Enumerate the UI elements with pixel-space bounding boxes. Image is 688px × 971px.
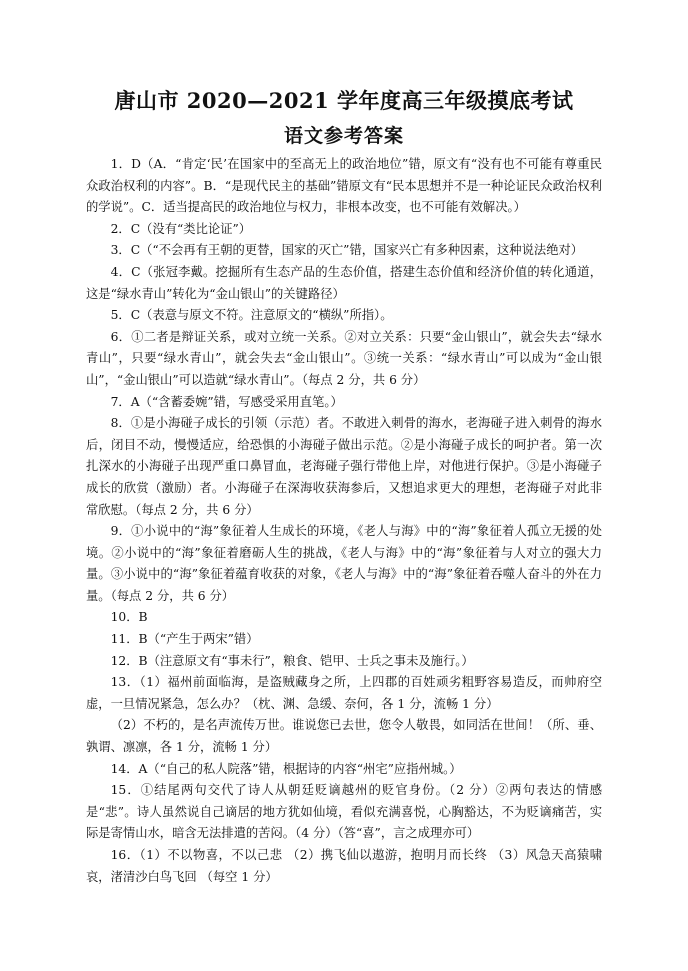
answer-item-6: 6．①二者是辩证关系，或对立统一关系。②对立关系：只要“金山银山”，就会失去“绿水青山”，只要“绿水青山”，就会失去“金山银山”。③统一关系：“绿水青山”可以成为“金山银山”，“金山银山”可以造就“绿水青山”。（每点 2 分，共 6 分） <box>86 329 602 387</box>
answer-item-13-part-2: （2）不朽的，是名声流传万世。谁说您已去世，您令人敬畏，如同活在世间！（所、垂、孰谓、凛凛，各 1 分，流畅 1 分） <box>86 718 602 755</box>
page-subtitle: 语文参考答案 <box>283 125 404 147</box>
answer-item-4: 4．C（张冠李戴。挖掘所有生态产品的生态价值，搭建生态价值和经济价值的转化通道，这是“绿水青山”转化为“金山银山”的关键路径） <box>86 264 602 301</box>
answer-list <box>86 154 602 888</box>
answer-item-5: 5．C（表意与原文不符。注意原文的“横纵”所指）。 <box>110 308 393 323</box>
answer-item-3: 3．C（“不会再有王朝的更替，国家的灭亡”错，国家兴亡有多种因素，这种说法绝对） <box>110 243 584 258</box>
answer-item-13-part-1: 13．（1）福州前面临海，是盗贼藏身之所，上四郡的百姓顽劣粗野容易造反，而帅府空虚，一旦情况紧急，怎么办？（枕、渊、急缓、奈何，各 1 分，流畅 1 分） <box>86 675 602 711</box>
answer-item-15: 15．①结尾两句交代了诗人从朝廷贬谪越州的贬官身份。（2 分）②两句表达的情感是“悲”。诗人虽然说自己谪居的地方犹如仙境，看似充满喜悦，心胸豁达，不为贬谪痛苦，实际是寄情山水，暗含无法排遣的苦闷。（4 分）（答“喜”，言之成理亦可） <box>86 783 602 841</box>
answer-item-11: 11．B（“产生于两宋”错） <box>110 632 259 647</box>
answer-item-12: 12．B（注意原文有“事未行”，粮食、铠甲、士兵之事未及施行。） <box>110 653 474 668</box>
answer-item-9: 9．①小说中的“海”象征着人生成长的环境，《老人与海》中的“海”象征着人孤立无援的处境。②小说中的“海”象征着磨砺人生的挑战，《老人与海》中的“海”象征着与人对立的强大力量。③小说中的“海”象征着蕴育收获的对象，《老人与海》中的“海”象征着吞噬人奋斗的外在力量。（每点 2 分，共 6 分） <box>86 524 602 603</box>
page-title: 唐山市 2020—2021 学年度高三年级摸底考试 <box>114 88 574 113</box>
answer-item-2: 2．C（没有“类比论证”） <box>110 221 252 236</box>
answer-item-7: 7．A（“含蓄委婉”错，写感受采用直笔。） <box>110 394 343 409</box>
answer-item-8: 8．①是小海碰子成长的引领（示范）者。不敢进入刺骨的海水，老海碰子进入刺骨的海水后，闭目不动，慢慢适应，给恐惧的小海碰子做出示范。②是小海碰子成长的呵护者。第一次扎深水的小海碰子出现严重口鼻冒血，老海碰子强行带他上岸，对他进行保护。③是小海碰子成长的欣赏（激励）者。小海碰子在深海收获海参后，又想追求更大的理想，老海碰子对此非常欣慰。（每点 2 分，共 6 分） <box>86 416 602 517</box>
answer-item-14: 14．A（“自己的私人院落”错，根据诗的内容“州宅”应指州城。） <box>110 761 462 776</box>
answer-item-1: 1．D（A．“肯定‘民’在国家中的至高无上的政治地位”错，原文有“没有也不可能有尊重民众政治权利的内容”。B．“是现代民主的基础”错原文有“民本思想并不是一种论证民众政治权利的学说”。C．适当提高民的政治地位与权力，非根本改变，也不可能有效解决。） <box>86 157 602 215</box>
answer-item-10: 10．B <box>110 610 148 625</box>
answer-item-16: 16．（1）不以物喜，不以己悲 （2）携飞仙以遨游，抱明月而长终 （3）风急天高猿啸哀，渚清沙白鸟飞回 （每空 1 分） <box>86 848 602 884</box>
